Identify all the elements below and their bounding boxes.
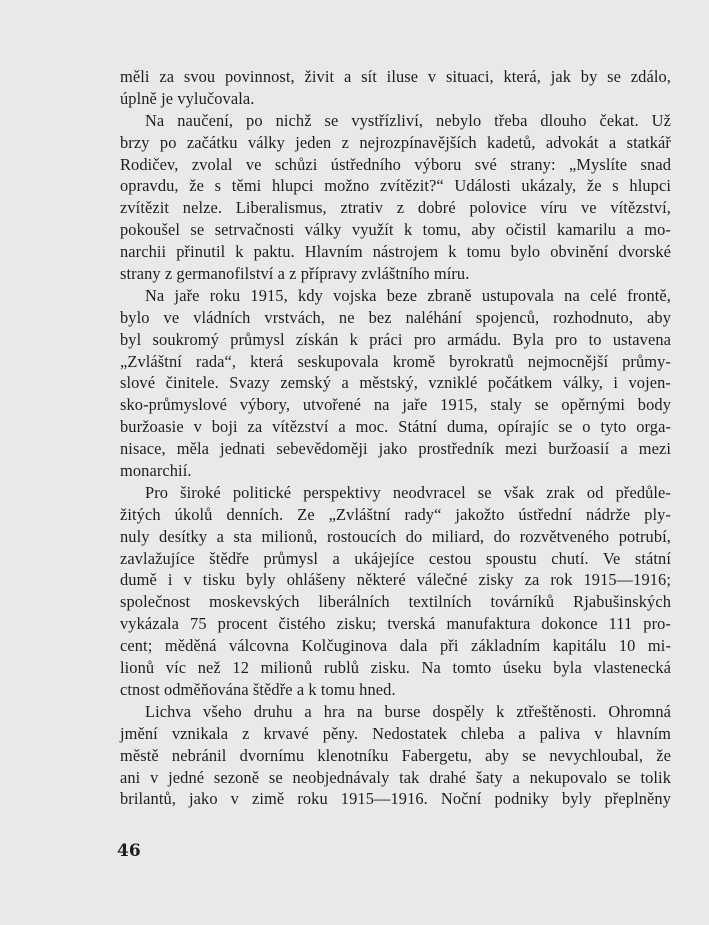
text-line: bylo ve vládních vrstvách, ne bez naléhání spojenců, rozhodnuto, aby xyxy=(120,307,671,327)
text-line: Lichva všeho druhu a hra na burse dospěly k ztřeštěnosti. Ohromná xyxy=(145,701,671,721)
text-line: cent; měděná válcovna Kolčuginova dala při základním kapitálu 10 mi- xyxy=(120,636,671,656)
text-line: ani v jedné sezoně se neobjednávaly tak drahé šaty a nekupovalo se tolik xyxy=(120,767,671,787)
text-line: buržoasie v boji za vítězství a moc. Státní duma, opírajíc se o tyto orga- xyxy=(120,417,671,437)
text-line: městě nebránil dvornímu klenotníku Fabergetu, aby se nevychloubal, že xyxy=(120,745,671,765)
text-line: dumě i v tisku byly ohlášeny některé válečné zisky za rok 1915—1916; xyxy=(120,570,671,590)
text-line: Pro široké politické perspektivy neodvracel se však zrak od předůle- xyxy=(145,482,671,502)
text-line: Na jaře roku 1915, kdy vojska beze zbraně ustupovala na celé frontě, xyxy=(145,285,671,305)
text-line: nuly desítky a sta milionů, rostoucích do miliard, do rozvětveného potrubí, xyxy=(120,526,671,546)
text-line: zavlažujíce štědře průmysl a ukájejíce cestou spoustu chutí. Ve státní xyxy=(120,548,671,568)
text-line: společnost moskevských liberálních textilních továrníků Rjabušinských xyxy=(120,592,671,612)
text-line: jmění vznikala z krvavé pěny. Nedostatek chleba a paliva v hlavním xyxy=(120,723,671,743)
text-line: „Zvláštní rada“, která seskupovala kromě byrokratů nejmocnější průmy- xyxy=(120,351,671,371)
paragraph xyxy=(120,66,671,110)
text-line: pokoušel se setrvačnosti války využít k tomu, aby očistil kamarilu a mo- xyxy=(120,220,671,240)
text-line: vykázala 75 procent čistého zisku; tverská manufaktura dokonce 111 pro- xyxy=(120,614,671,634)
body-text xyxy=(120,66,671,810)
text-line: měli za svou povinnost, živit a sít iluse v situaci, která, jak by se zdálo, xyxy=(120,67,671,86)
text-line: brilantů, jako v zimě roku 1915—1916. Noční podniky byly přeplněny xyxy=(120,789,671,809)
text-line: nisace, měla jednati sebevědoměji jako prostředník mezi buržoasií a mezi xyxy=(120,439,671,459)
text-line: brzy po začátku války jeden z nejrozpínavějších kadetů, advokát a statkář xyxy=(120,132,671,152)
text-line: lionů víc než 12 milionů rublů zisku. Na tomto úseku byla vlastenecká xyxy=(120,658,671,678)
page-number: 46 xyxy=(117,841,141,861)
text-line: slové činitele. Svazy zemský a městský, vzniklé počátkem války, i vojen- xyxy=(120,373,671,393)
text-line: monarchií. xyxy=(120,461,192,481)
text-line: sko-průmyslové výbory, utvořené na jaře 1915, staly se opěrnými body xyxy=(120,395,671,415)
text-line: zvítězit nelze. Liberalismus, ztrativ z dobré polovice víru ve vítězství, xyxy=(120,198,671,218)
text-line: opravdu, že s těmi hlupci možno zvítězit?“ Události ukázaly, že s hlupci xyxy=(120,176,671,196)
text-line: úplně je vylučovala. xyxy=(120,88,255,108)
paragraph xyxy=(120,701,671,810)
text-line: Rodičev, zvolal ve schůzi ústředního výboru své strany: „Myslíte snad xyxy=(120,154,671,174)
text-line: ctnost odměňována štědře a k tomu hned. xyxy=(120,679,396,699)
paragraph xyxy=(120,110,671,285)
paragraph xyxy=(120,482,671,701)
text-line: Na naučení, po nichž se vystřízliví, nebylo třeba dlouho čekat. Už xyxy=(145,110,671,130)
text-line: žitých úkolů denních. Ze „Zvláštní rady“ jakožto ústřední nádrže ply- xyxy=(120,504,671,524)
text-line: narchii přinutil k paktu. Hlavním nástrojem k tomu bylo obvinění dvorské xyxy=(120,242,671,262)
text-line: byl soukromý průmysl získán k práci pro armádu. Byla pro to ustavena xyxy=(120,329,671,349)
text-line: strany z germanofilství a z přípravy zvláštního míru. xyxy=(120,264,470,284)
paragraph xyxy=(120,285,671,482)
